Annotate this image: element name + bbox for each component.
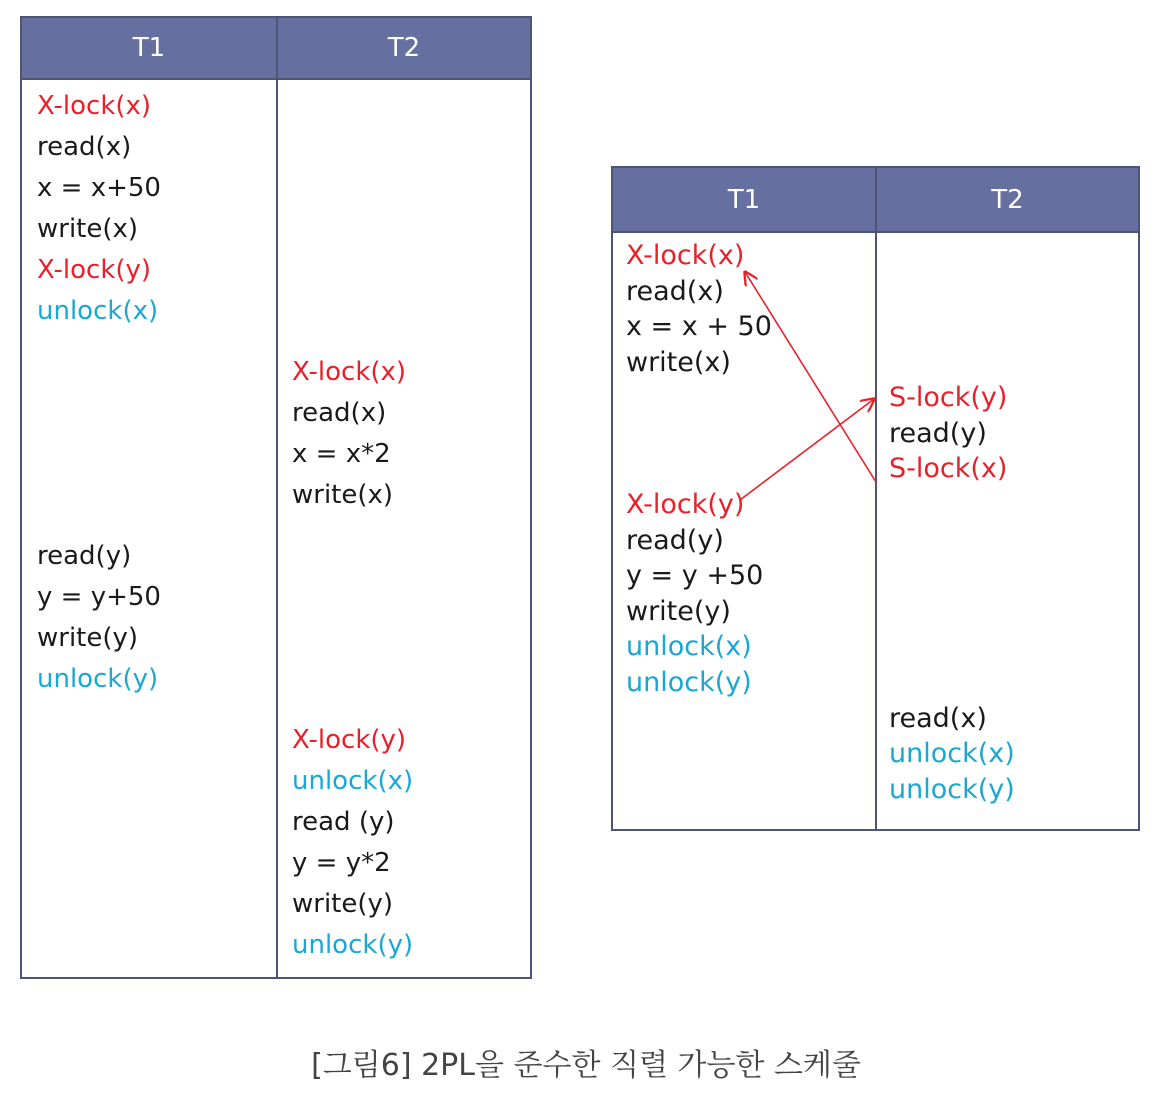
- right-header-t1: T1: [727, 184, 761, 215]
- right-t1-op: X-lock(x): [626, 240, 745, 271]
- left-t2-op: x = x*2: [292, 439, 391, 469]
- left-t2-op: read (y): [292, 807, 395, 837]
- left-t1-op: unlock(x): [37, 296, 159, 326]
- left-t1-op: y = y+50: [37, 582, 161, 612]
- right-t1-op: read(x): [626, 276, 724, 307]
- left-t1-op: X-lock(x): [37, 91, 152, 121]
- left-t2-op: unlock(x): [292, 766, 414, 796]
- left-t2-op: X-lock(x): [292, 357, 407, 387]
- right-t1-op: y = y +50: [626, 560, 764, 591]
- left-t2-op: read(x): [292, 398, 387, 428]
- right-t1-op: X-lock(y): [626, 489, 745, 520]
- left-t1-op: unlock(y): [37, 664, 159, 694]
- right-t1-op: unlock(y): [626, 667, 752, 698]
- left-t2-op: write(x): [292, 480, 394, 510]
- right-t2-op: unlock(x): [889, 738, 1015, 769]
- left-t2-op: y = y*2: [292, 848, 391, 878]
- right-t2-op: unlock(y): [889, 774, 1015, 805]
- right-t1-op: write(x): [626, 347, 731, 378]
- left-t1-op: X-lock(y): [37, 255, 152, 285]
- left-header-t1: T1: [132, 33, 166, 63]
- right-t2-op: read(y): [889, 418, 987, 449]
- arrow-slock-x-to-xlock-x: [745, 272, 876, 482]
- left-t2-op: unlock(y): [292, 930, 414, 960]
- left-t1-op: read(y): [37, 541, 132, 571]
- right-header-t2: T2: [991, 184, 1024, 215]
- arrow-xlock-y-to-slock-y: [740, 399, 874, 500]
- left-t2-op: X-lock(y): [292, 725, 407, 755]
- right-t1-op: unlock(x): [626, 631, 752, 662]
- left-header-t2: T2: [387, 33, 421, 63]
- figure-caption: [그림6] 2PL을 준수한 직렬 가능한 스케줄: [311, 1048, 861, 1083]
- right-t1-op: write(y): [626, 596, 731, 627]
- right-t1-op: x = x + 50: [626, 311, 772, 342]
- left-t1-op: write(x): [37, 214, 139, 244]
- left-t1-op: read(x): [37, 132, 132, 162]
- left-t1-op: x = x+50: [37, 173, 161, 203]
- right-t2-op: S-lock(x): [889, 453, 1008, 484]
- right-t2-op: S-lock(y): [889, 382, 1008, 413]
- right-t1-op: read(y): [626, 525, 724, 556]
- left-t1-op: write(y): [37, 623, 139, 653]
- left-t2-op: write(y): [292, 889, 394, 919]
- right-t2-op: read(x): [889, 703, 987, 734]
